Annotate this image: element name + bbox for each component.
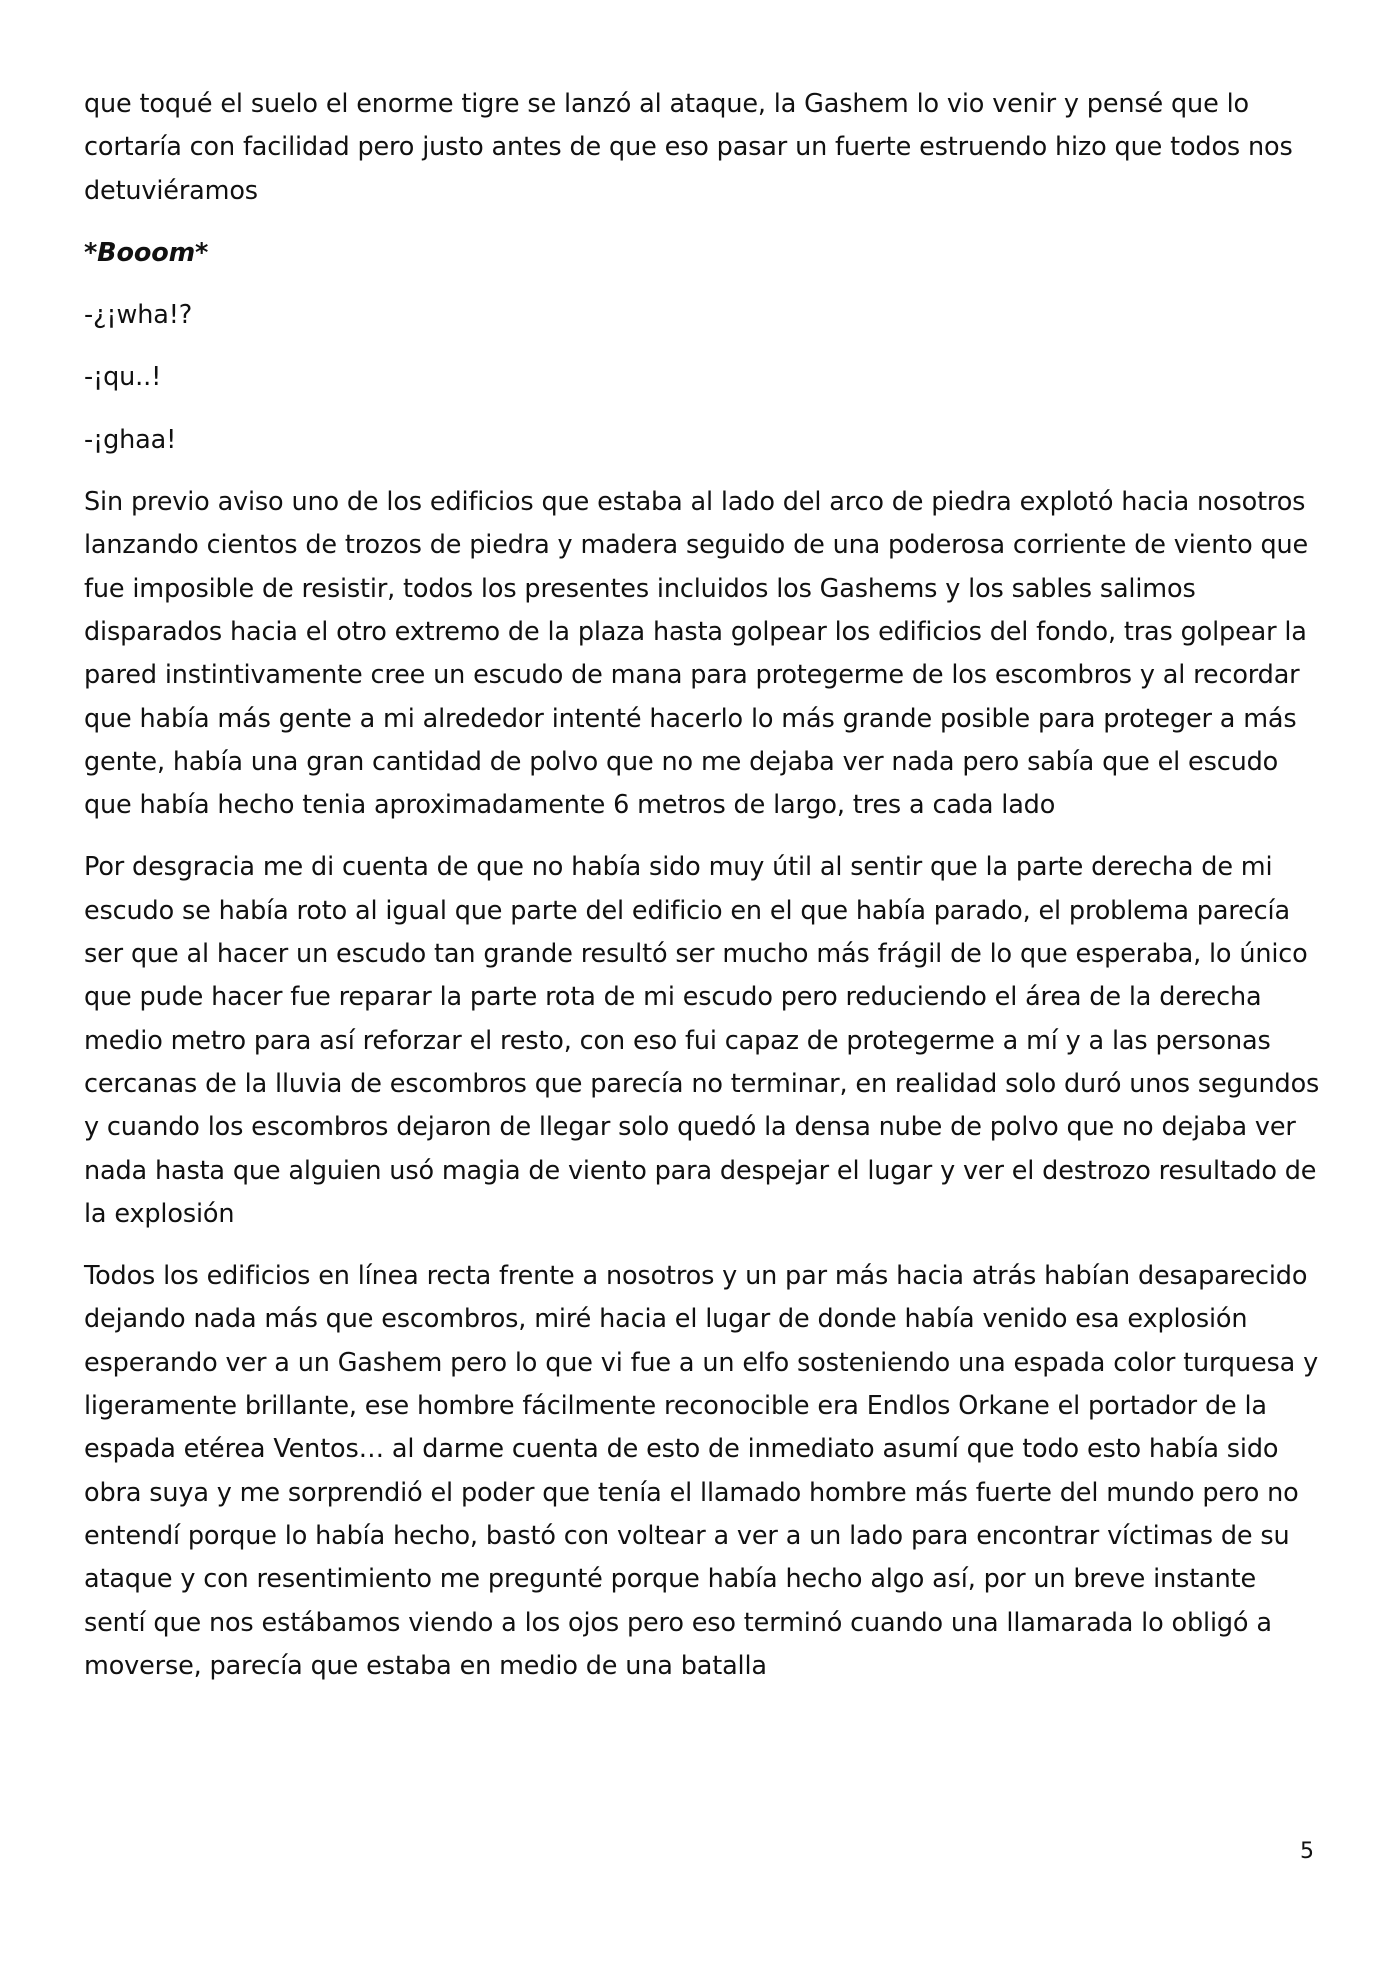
sound-effect-line: *Booom* — [84, 237, 209, 268]
paragraph-2: Sin previo aviso uno de los edificios que estaba al lado del arco de piedra explotó hacia nosotros lanzando cientos de trozos de piedra y madera seguido de una poderosa corriente de viento que fue imposible de resistir, todos los presentes incluidos los Gashems y los sables salimos disparados hacia el otro extremo de la plaza hasta golpear los edificios del fondo, tras golpear la pared instintivamente cree un escudo de mana para protegerme de los escombros y al recordar que había más gente a mi alrededor intenté hacerlo lo más grande posible para proteger a más gente, había una gran cantidad de polvo que no me dejaba ver nada pero sabía que el escudo que había hecho tenia aproximadamente 6 metros de largo, tres a cada lado — [84, 487, 1309, 821]
paragraph-1: que toqué el suelo el enorme tigre se lanzó al ataque, la Gashem lo vio venir y pensé que lo cortaría con facilidad pero justo antes de que eso pasar un fuerte estruendo hizo que todos nos detuviéramos — [84, 89, 1293, 206]
paragraph-4: Todos los edificios en línea recta frente a nosotros y un par más hacia atrás habían desaparecido dejando nada más que escombros, miré hacia el lugar de donde había venido esa explosión esperando ver a un Gashem pero lo que vi fue a un elfo sosteniendo una espada color turquesa y ligeramente brillante, ese hombre fácilmente reconocible era Endlos Orkane el portador de la espada etérea Ventos… al darme cuenta de esto de inmediato asumí que todo esto había sido obra suya y me sorprendió el poder que tenía el llamado hombre más fuerte del mundo pero no entendí porque lo había hecho, bastó con voltear a ver a un lado para encontrar víctimas de su ataque y con resentimiento me pregunté porque había hecho algo así, por un breve instante sentí que nos estábamos viendo a los ojos pero eso terminó cuando una llamarada lo obligó a moverse, parecía que estaba en medio de una batalla — [84, 1261, 1319, 1681]
document-body — [84, 83, 1322, 1707]
dialogue-line-3: -¡ghaa! — [84, 424, 177, 455]
paragraph-3: Por desgracia me di cuenta de que no había sido muy útil al sentir que la parte derecha de mi escudo se había roto al igual que parte del edificio en el que había parado, el problema parecía ser que al hacer un escudo tan grande resultó ser mucho más frágil de lo que esperaba, lo único que pude hacer fue reparar la parte rota de mi escudo pero reduciendo el área de la derecha medio metro para así reforzar el resto, con eso fui capaz de protegerme a mí y a las personas cercanas de la lluvia de escombros que parecía no terminar, en realidad solo duró unos segundos y cuando los escombros dejaron de llegar solo quedó la densa nube de polvo que no dejaba ver nada hasta que alguien usó magia de viento para despejar el lugar y ver el destrozo resultado de la explosión — [84, 852, 1320, 1229]
dialogue-line-1: -¿¡wha!? — [84, 300, 193, 331]
page-number: 5 — [1300, 1839, 1314, 1864]
dialogue-line-2: -¡qu..! — [84, 362, 162, 393]
